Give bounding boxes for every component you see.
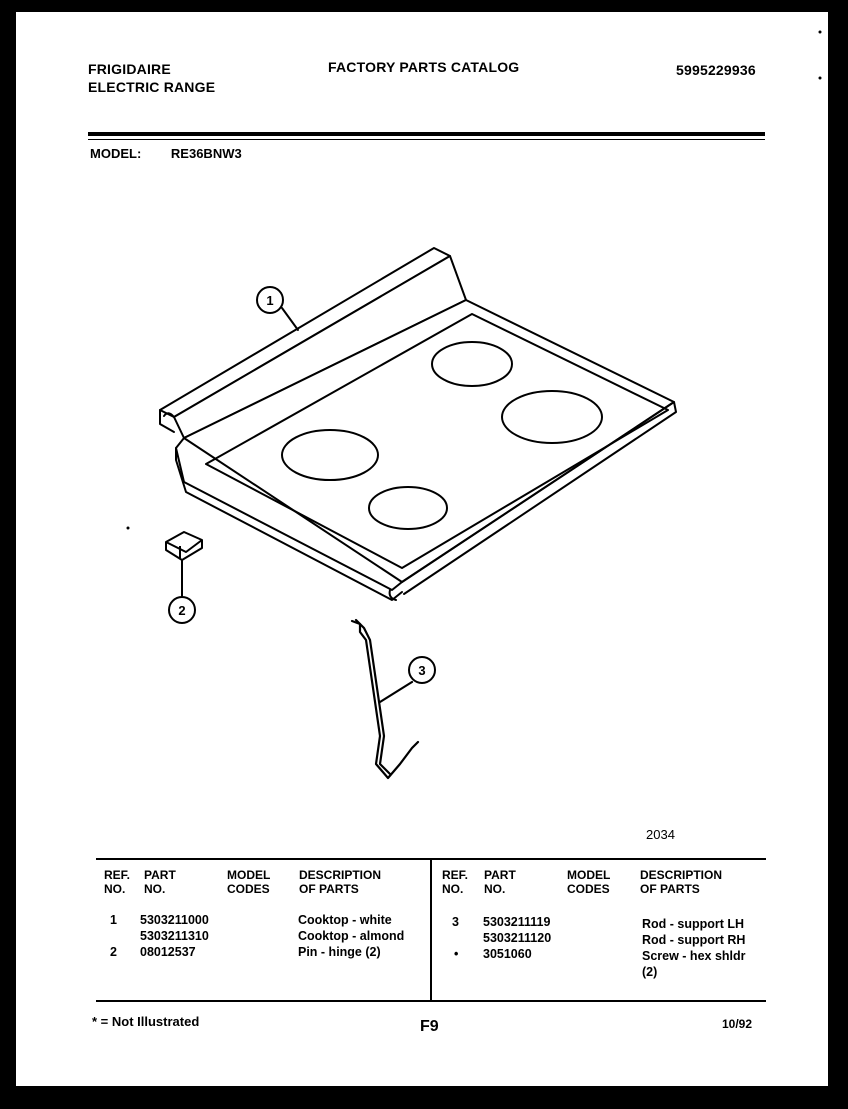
left-row-3-desc: Pin - hinge (2): [298, 945, 381, 959]
right-row-2-desc: Rod - support RH: [642, 933, 746, 947]
footer-page-id: F9: [420, 1018, 439, 1035]
left-row-2-desc: Cooktop - almond: [298, 929, 405, 943]
right-row-2-part: 5303211120: [483, 931, 552, 945]
speck-mark: [127, 527, 130, 530]
catalog-number: 5995229936: [676, 62, 756, 78]
right-header-codes: MODEL CODES: [567, 868, 611, 896]
right-header-desc: DESCRIPTION OF PARTS: [640, 868, 723, 896]
right-row-3-ref: •: [454, 947, 459, 961]
callout-2: [169, 597, 195, 623]
callout-1: [257, 287, 283, 313]
left-row-1-ref: 1: [110, 913, 117, 927]
speck-mark: [819, 31, 822, 34]
right-header-ref: REF. NO.: [442, 868, 469, 896]
support-rod-drawing: [352, 620, 418, 778]
left-row-1-desc: Cooktop - white: [298, 913, 392, 927]
callout-1-label: 1: [266, 293, 274, 308]
right-row-1-part: 5303211119: [483, 915, 551, 929]
left-row-2-part: 5303211310: [140, 929, 209, 943]
hinge-pin-drawing: [166, 532, 202, 600]
model-label: MODEL:: [90, 146, 142, 161]
left-header-desc: DESCRIPTION OF PARTS: [299, 868, 382, 896]
left-header-ref: REF. NO.: [104, 868, 131, 896]
left-row-3-ref: 2: [110, 945, 117, 959]
right-row-4-desc: (2): [642, 965, 658, 979]
brand-name: FRIGIDAIRE: [88, 61, 171, 77]
right-header-part: PART NO.: [484, 868, 516, 896]
speck-mark: [819, 77, 822, 80]
footer-note: * = Not Illustrated: [92, 1014, 200, 1029]
catalog-title: FACTORY PARTS CATALOG: [328, 59, 520, 75]
right-row-3-desc: Screw - hex shldr: [642, 949, 746, 963]
left-row-1-part: 5303211000: [140, 913, 209, 927]
footer-date: 10/92: [722, 1017, 753, 1031]
callout-2-label: 2: [178, 603, 186, 618]
product-type: ELECTRIC RANGE: [88, 79, 216, 95]
model-value: RE36BNW3: [170, 146, 242, 161]
diagram-number: 2034: [646, 827, 675, 842]
cooktop-drawing: [160, 248, 676, 600]
right-row-3-part: 3051060: [483, 947, 532, 961]
right-row-1-ref: 3: [452, 915, 459, 929]
table-bottom-rule: [96, 1000, 766, 1002]
callout-3: [409, 657, 435, 683]
left-header-part: PART NO.: [144, 868, 176, 896]
right-row-1-desc: Rod - support LH: [642, 917, 745, 931]
catalog-page: [16, 12, 828, 1086]
left-header-codes: MODEL CODES: [227, 868, 271, 896]
table-divider: [430, 860, 432, 1000]
left-row-3-part: 08012537: [140, 945, 196, 959]
callout-3-label: 3: [418, 663, 426, 678]
